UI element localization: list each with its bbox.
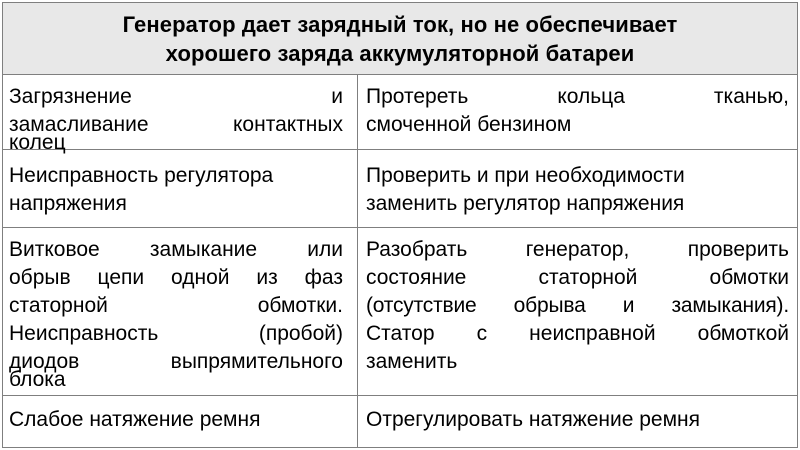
table-header (3, 3, 797, 75)
remedy-text-line: Отрегулировать натяжение ремня (366, 408, 701, 431)
cause-cell (3, 396, 358, 447)
remedy-text-line: Разобрать генератор, проверить (366, 238, 789, 261)
header-title-line-1: Генератор дает зарядный ток, но не обеспечивает (122, 11, 678, 37)
cause-cell (3, 75, 358, 154)
cause-text-line: Неисправность регулятора (9, 164, 274, 187)
remedy-text-line: (отсутствие обрыва и замыкания). (366, 294, 789, 317)
cause-text-line: замасливание контактных (9, 113, 343, 136)
cause-text-line: Загрязнение и (9, 85, 343, 108)
remedy-text-line: смоченной бензином (366, 113, 572, 136)
table-row (3, 228, 797, 396)
cause-text-line: Витковое замыкание или (9, 238, 343, 261)
remedy-text-line: заменить (366, 350, 458, 373)
header-title-line-2: хорошего заряда аккумуляторной батареи (165, 40, 635, 66)
cause-text-line: Слабое натяжение ремня (9, 408, 261, 431)
table-row (3, 75, 797, 154)
remedy-text-line: Статор с неисправной обмоткой (366, 322, 789, 345)
remedy-cell (358, 396, 797, 447)
cause-cell (3, 150, 358, 227)
cause-text-line: диодов выпрямительного (9, 350, 343, 373)
remedy-text-line: Протереть кольца тканью, (366, 85, 789, 108)
remedy-cell (358, 150, 797, 227)
cause-text-line: обрыв цепи одной из фаз (9, 266, 343, 289)
cause-text-line: блока (9, 368, 66, 391)
remedy-text-line: Проверить и при необходимости (366, 164, 685, 187)
remedy-cell (358, 75, 797, 149)
table-row (3, 396, 797, 447)
cause-text-line: напряжения (9, 192, 127, 215)
remedy-text-line: состояние статорной обмотки (366, 266, 789, 289)
cause-text-line: статорной обмотки. (9, 294, 343, 317)
remedy-cell (358, 228, 797, 395)
cause-text-line: колец (9, 131, 66, 154)
cause-cell (3, 228, 358, 395)
table-row (3, 150, 797, 228)
cause-text-line: Неисправность (пробой) (9, 322, 343, 345)
troubleshooting-table (2, 2, 798, 448)
remedy-text-line: заменить регулятор напряжения (366, 192, 685, 215)
